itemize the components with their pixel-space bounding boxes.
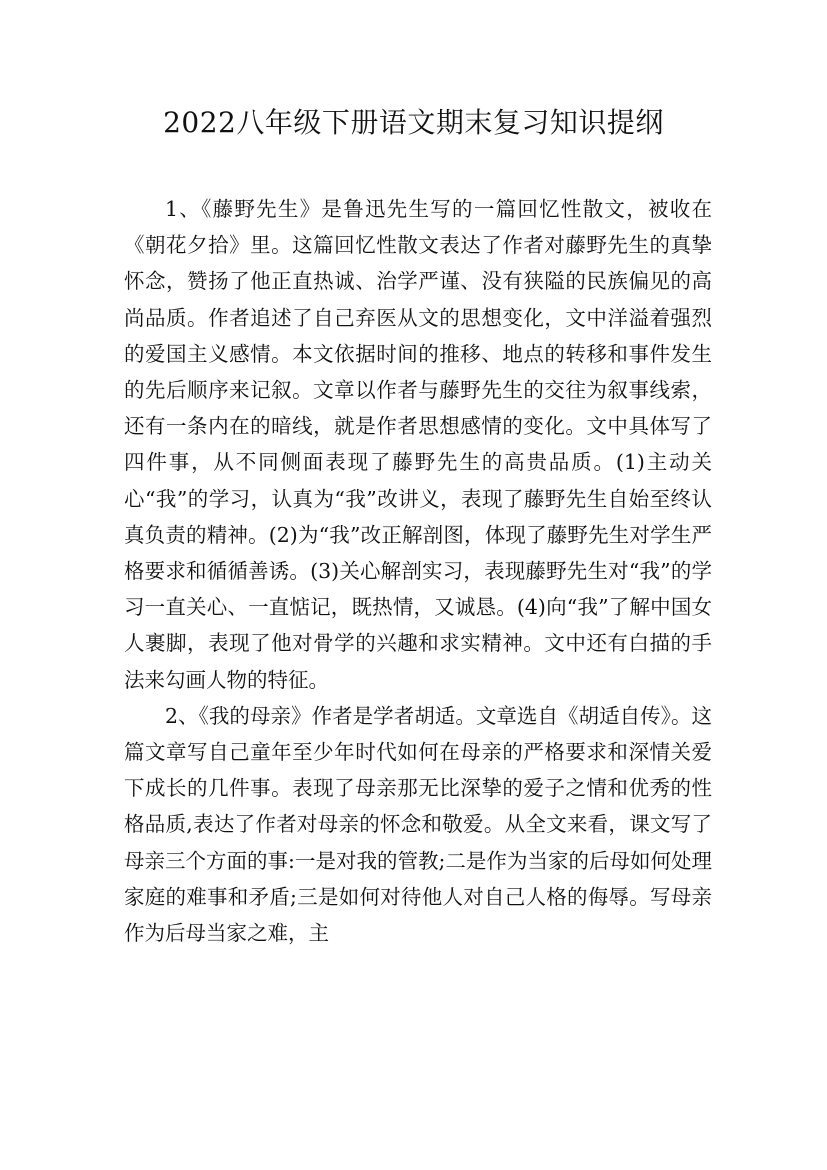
document-title: 2022八年级下册语文期末复习知识提纲: [163, 106, 664, 139]
paragraph-2: 2、《我的母亲》作者是学者胡适。文章选自《胡适自传》。这篇文章写自己童年至少年时代如何在母亲的严格要求和深情关爱下成长的几件事。表现了母亲那无比深挚的爱子之情和优秀的性格品质,表达了作者对母亲的怀念和敬爱。从全文来看，课文写了母亲三个方面的事:一是对我的管教;二是作为当家的后母如何处理家庭的难事和矛盾;三是如何对待他人对自己人格的侮辱。写母亲作为后母当家之难，主: [124, 703, 712, 946]
document-body: [124, 191, 712, 951]
paragraph-1: 1、《藤野先生》是鲁迅先生写的一篇回忆性散文，被收在《朝花夕拾》里。这篇回忆性散文表达了作者对藤野先生的真挚怀念，赞扬了他正直热诚、治学严谨、没有狭隘的民族偏见的高尚品质。作者追述了自己弃医从文的思想变化，文中洋溢着强烈的爱国主义感情。本文依据时间的推移、地点的转移和事件发生的先后顺序来记叙。文章以作者与藤野先生的交往为叙事线索，还有一条内在的暗线，就是作者思想感情的变化。文中具体写了四件事，从不同侧面表现了藤野先生的高贵品质。(1)主动关心“我”的学习，认真为“我”改讲义，表现了藤野先生自始至终认真负责的精神。(2)为“我”改正解剖图，体现了藤野先生对学生严格要求和循循善诱。(3)关心解剖实习，表现藤野先生对“我”的学习一直关心、一直惦记，既热情，又诚恳。(4)向“我”了解中国女人裹脚，表现了他对骨学的兴趣和求实精神。文中还有白描的手法来勾画人物的特征。: [124, 197, 712, 692]
